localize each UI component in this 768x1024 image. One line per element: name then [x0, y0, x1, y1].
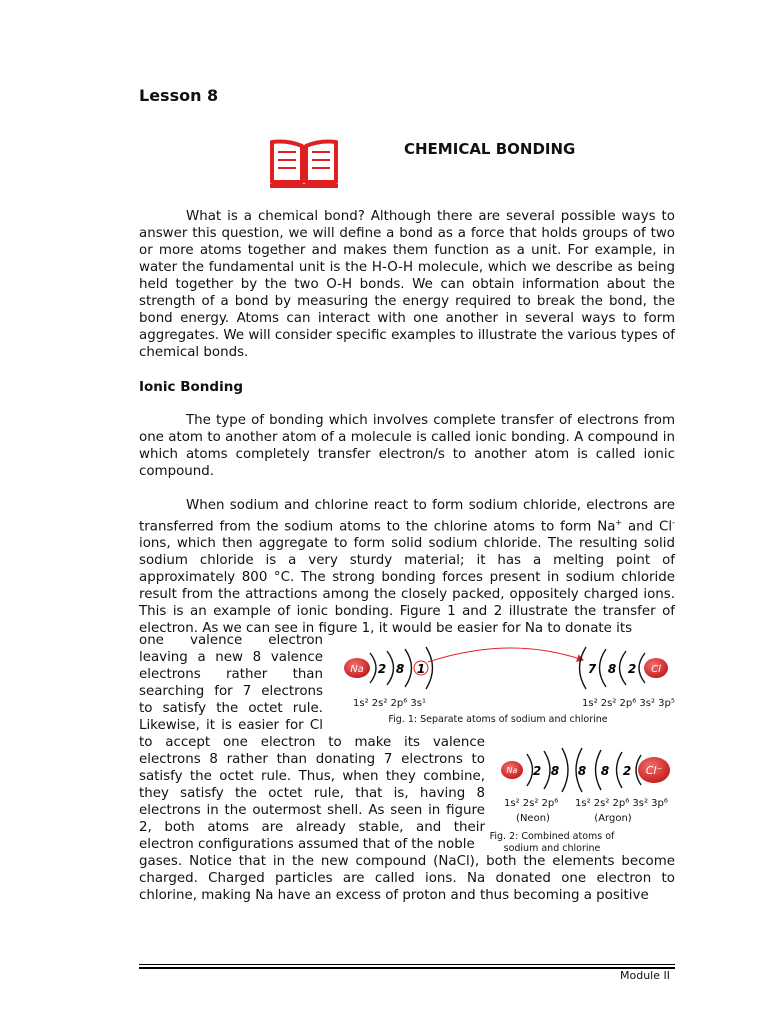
intro-paragraph: What is a chemical bond? Although there are several possible ways to answer this question, we will define a bond as a force that holds groups of two or more atoms together and makes them function as a unit. For example, in water the fundamental unit is the H-O-H molecule, which we describe as being held together by the two O-H bonds. We can obtain information about the strength of a bond by measuring the energy required to break the bond, the bond energy. Atoms can interact with one another in several ways to form aggregates. We will consider specific examples to illustrate the various types of chemical bonds. — [139, 209, 675, 360]
tail-paragraph: gases. Notice that in the new compound (NaCl), both the elements become charged. Charged particles are called ions. Na donated one electron to chlorine, making Na have an excess of proton and thus becoming a positive — [139, 854, 675, 903]
fig1-na-shell-3: 1 — [416, 662, 426, 676]
p2-sup-minus: - — [672, 518, 675, 527]
p2-text-c: ions, which then aggregate to form solid sodium chloride. The resulting solid sodium chloride is a very sturdy material; it has a melting point of approximately 800 °C. The strong bonding forces present in sodium chloride result from the attractions among the closely packed, oppositely charged ions. This is an example of ionic bonding. Figure 1 and 2 illustrate the transfer of electron. As we can see in figure 1, it would be easier for Na to donate its — [139, 536, 675, 637]
module-label: Module II — [620, 969, 670, 982]
ionic-paragraph-2 — [139, 497, 675, 637]
fig2-caption-line2: sodium and chlorine — [503, 843, 601, 854]
fig2-na-shell-2: 8 — [550, 764, 560, 778]
wrap-paragraph-2: to accept one electron to make its valence electrons 8 rather than donating 7 electrons to satisfy the octet rule. Thus, when they combine, they satisfy the octet rule, that is, having 8 electrons in the outermost shell. As seen in figure 2, both atoms are already stable, and their electron configurations assumed that of the noble — [139, 735, 485, 852]
fig2-caption-line1: Fig. 2: Combined atoms of — [490, 831, 615, 842]
fig2-na-name: (Neon) — [516, 813, 550, 824]
wrap-paragraph-1: one valence electron leaving a new 8 valence electrons rather than searching for 7 electrons to satisfy the octet rule. Likewise, it is easier for Cl — [139, 633, 323, 733]
p2-text-a: When sodium and chlorine react to form sodium chloride, electrons are transferred from the sodium atoms to the chlorine atoms to form Na — [139, 498, 675, 535]
fig1-na-shell-2: 8 — [395, 662, 405, 676]
lesson-number: Lesson 8 — [139, 86, 219, 105]
fig1-cl-shell-3: 2 — [627, 662, 637, 676]
fig2-na-label: Na — [506, 766, 518, 775]
fig1-na-config: 1s² 2s² 2p⁶ 3s¹ — [353, 698, 426, 709]
figure-1 — [330, 640, 680, 730]
fig2-na-config: 1s² 2s² 2p⁶ — [504, 798, 559, 809]
footer-rule-bottom — [139, 967, 675, 969]
fig1-cl-shell-2: 8 — [607, 662, 617, 676]
fig2-cl-name: (Argon) — [594, 813, 632, 824]
fig2-cl-shell-2: 8 — [600, 764, 610, 778]
fig2-cl-shell-1: 8 — [577, 764, 587, 778]
fig2-cl-config: 1s² 2s² 2p⁶ 3s² 3p⁶ — [575, 798, 668, 809]
section-heading-ionic: Ionic Bonding — [139, 379, 243, 395]
fig1-na-shell-1: 2 — [377, 662, 387, 676]
fig2-cl-shell-3: 2 — [622, 764, 632, 778]
p2-text-b: and Cl — [622, 519, 673, 535]
fig1-caption: Fig. 1: Separate atoms of sodium and chlorine — [388, 714, 608, 725]
fig2-na-shell-1: 2 — [532, 764, 542, 778]
page-title: CHEMICAL BONDING — [404, 140, 576, 158]
fig1-cl-config: 1s² 2s² 2p⁶ 3s² 3p⁵ — [582, 698, 675, 709]
fig2-cl-label: Cl⁻ — [645, 764, 663, 777]
fig1-electron-transfer-arrow — [428, 648, 583, 662]
open-book-icon — [268, 138, 340, 190]
fig1-na-label: Na — [350, 664, 364, 675]
figure-2 — [490, 740, 680, 858]
footer-rule-top — [139, 964, 675, 965]
fig1-cl-shell-1: 7 — [587, 662, 597, 676]
ionic-paragraph-1: The type of bonding which involves complete transfer of electrons from one atom to another atom of a molecule is called ionic bonding. A compound in which atoms completely transfer electron/s to another atom is called ionic compound. — [139, 413, 675, 479]
p2-sup-plus: + — [615, 518, 623, 527]
fig1-cl-label: Cl — [651, 664, 661, 675]
